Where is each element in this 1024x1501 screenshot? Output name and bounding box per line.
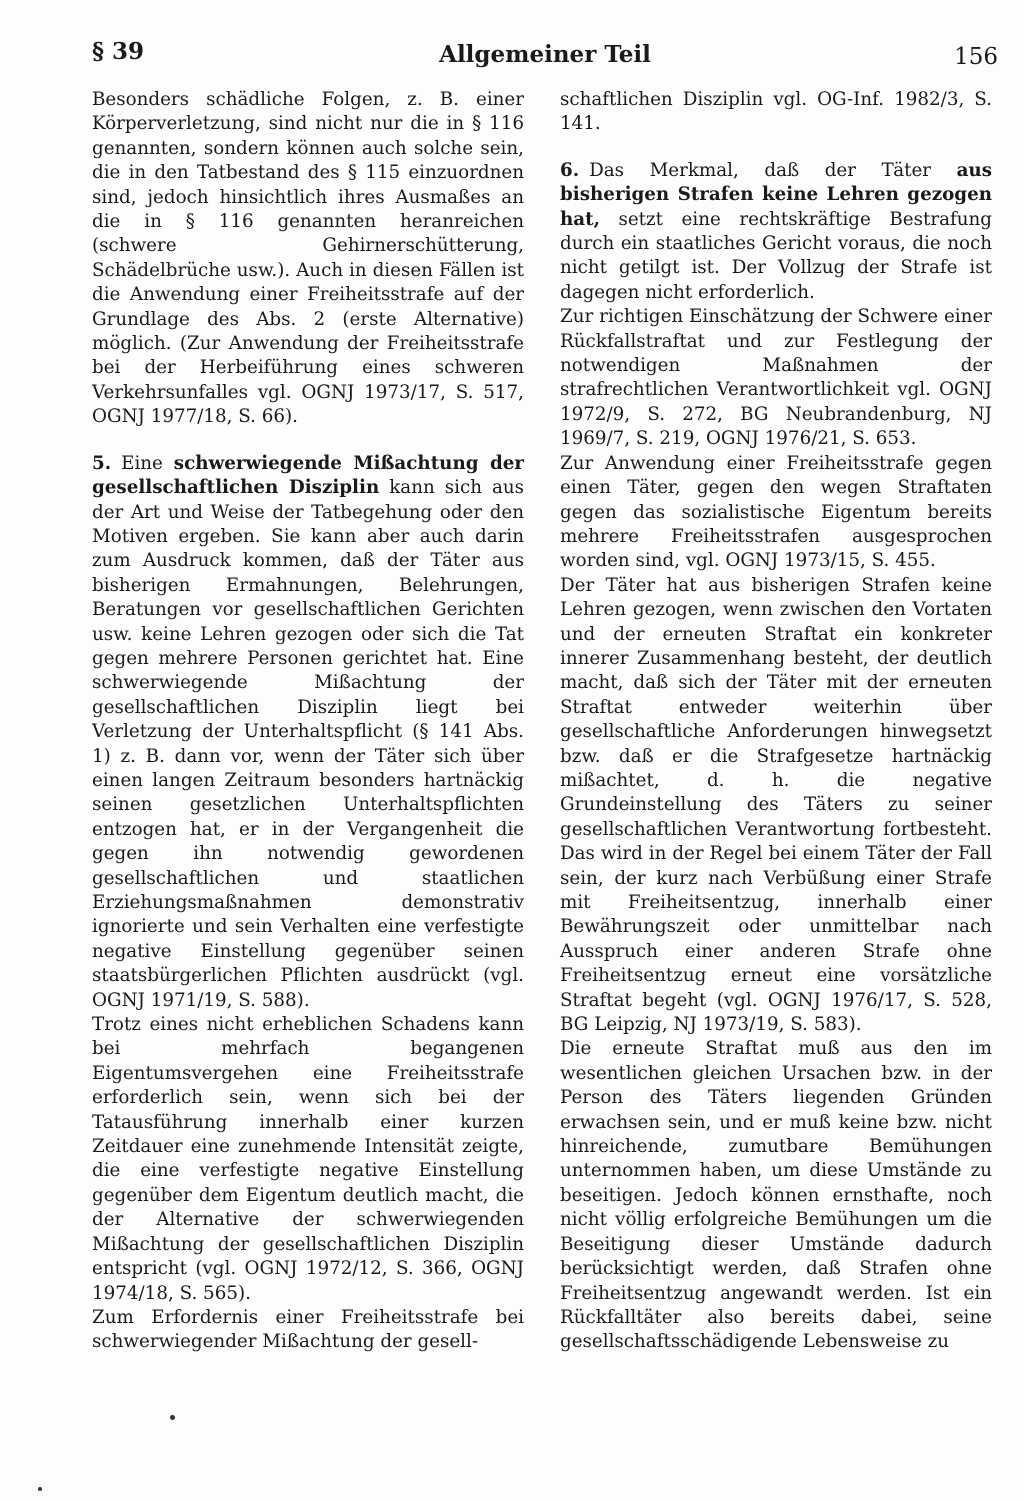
paragraph-numbered: [560, 159, 992, 305]
section-number: § 39: [92, 38, 145, 65]
scan-speck: [38, 1487, 42, 1491]
scan-speck: [170, 1415, 175, 1420]
text-run: Das Merkmal, daß der Täter: [589, 159, 932, 181]
paragraph: Besonders schädliche Folgen, z. B. einer Körperverletzung, sind nicht nur die in § 116 genannten, sondern können auch solche sein, die in den Tatbestand des § 115 einzuordnen sind, jedoch hinsichtlich ihres Ausmaßes an die in § 116 genannten heranreichen (schwere Gehirnerschütterung, Schädelbrüche usw.). Auch in diesen Fällen ist die Anwendung einer Freiheitsstrafe auf der Grundlage des Abs. 2 (erste Alternative) möglich. (Zur Anwendung der Freiheitsstrafe bei der Herbeiführung eines schweren Verkehrsunfalles vgl. OGNJ 1973/17, S. 517, OGNJ 1977/18, S. 66).: [92, 89, 524, 428]
bold-term: schwerwiegende Mißachtung der gesellschaftlichen Disziplin: [92, 452, 524, 499]
paragraph: Zum Erfordernis einer Freiheitsstrafe bei schwerwiegender Mißachtung der gesell-: [92, 1306, 524, 1353]
paragraph-number: 6.: [560, 159, 580, 181]
text-run: Eine: [121, 452, 163, 474]
paragraph: Die erneute Straftat muß aus den im wesentlichen gleichen Ursachen bzw. in der Person des Täters liegenden Gründen erwachsen sein, und er muß keine bzw. nicht hinreichende, zumutbare Bemühungen unternommen haben, um diese Umstände zu beseitigen. Jedoch können ernsthafte, noch nicht völlig erfolgreiche Bemühungen um die Beseitigung dieser Umstände dadurch berücksichtigt werden, daß Strafen ohne Freiheitsentzug angewandt werden. Ist ein Rückfalltäter also bereits dabei, seine gesellschaftsschädigende Lebensweise zu: [560, 1038, 992, 1353]
paragraph-number: 5.: [92, 452, 112, 474]
text-run: kann sich aus der Art und Weise der Tatbegehung oder den Motiven ergeben. Sie kann aber auch darin zum Ausdruck kommen, daß der Täter aus bisherigen Ermahnungen, Belehrungen, Beratungen vor gesellschaftlichen Gerichten usw. keine Lehren gezogen oder sich die Tat gegen mehrere Personen gerichtet hat. Eine schwerwiegende Mißachtung der gesellschaftlichen Disziplin liegt bei Verletzung der Unterhaltspflicht (§ 141 Abs. 1) z. B. dann vor, wenn der Täter sich über einen langen Zeitraum besonders hartnäckig seinen gesetzlichen Unterhaltspflichten entzogen hat, er in der Vergangenheit die gegen ihn notwendig gewordenen gesellschaftlichen und staatlichen Erziehungsmaßnahmen demonstrativ ignorierte und sein Verhalten eine verfestigte negative Einstellung gegenüber seinen staatsbürgerlichen Pflichten ausdrückt (vgl. OGNJ 1971/19, S. 588).: [92, 477, 525, 1011]
paragraph: Der Täter hat aus bisherigen Strafen keine Lehren gezogen, wenn zwischen den Vortaten und der erneuten Straftat ein konkreter innerer Zusammenhang besteht, der deutlich macht, daß sich der Täter mit der erneuten Straftat entweder weiterhin über gesellschaftliche Anforderungen hinwegsetzt bzw. daß er die Strafgesetze hartnäckig mißachtet, d. h. die negative Grundeinstellung des Täters zu seiner gesellschaftlichen Verantwortung fortbesteht. Das wird in der Regel bei einem Täter der Fall sein, der kurz nach Verbüßung einer Strafe mit Freiheitsentzug, innerhalb einer Bewährungszeit oder unmittelbar nach Ausspruch einer anderen Strafe ohne Freiheitsentzug erneut eine vorsätzliche Straftat begeht (vgl. OGNJ 1976/17, S. 528, BG Leipzig, NJ 1973/19, S. 583).: [560, 574, 992, 1036]
right-column: [560, 88, 992, 1355]
bold-term: aus bisherigen Strafen keine Lehren gezogen hat,: [560, 159, 992, 230]
page-number: 156: [954, 44, 998, 70]
page-header: [92, 38, 998, 78]
text-run: setzt eine rechtskräftige Bestrafung durch ein staatliches Gericht voraus, die noch nicht getilgt ist. Der Vollzug der Strafe ist dagegen nicht erforderlich.: [560, 208, 992, 303]
left-column: [92, 88, 524, 1355]
paragraph: Trotz eines nicht erheblichen Schadens kann bei mehrfach begangenen Eigentumsvergehen eine Freiheitsstrafe erforderlich sein, wenn sich bei der Tatausführung innerhalb einer kurzen Zeitdauer eine zunehmende Intensität zeigte, die eine verfestigte negative Einstellung gegenüber dem Eigentum deutlich macht, die der Alternative der schwerwiegenden Mißachtung der gesellschaftlichen Disziplin entspricht (vgl. OGNJ 1972/12, S. 366, OGNJ 1974/18, S. 565).: [92, 1014, 524, 1304]
paragraph: schaftlichen Disziplin vgl. OG-Inf. 1982/3, S. 141.: [560, 89, 992, 135]
paragraph: Zur Anwendung einer Freiheitsstrafe gegen einen Täter, gegen den wegen Straftaten gegen das sozialistische Eigentum bereits mehrere Freiheitsstrafen ausgesprochen worden sind, vgl. OGNJ 1973/15, S. 455.: [560, 452, 992, 572]
paragraph-numbered: [92, 452, 524, 1013]
paragraph: Zur richtigen Einschätzung der Schwere einer Rückfallstraftat und zur Festlegung der notwendigen Maßnahmen der strafrechtlichen Verantwortlichkeit vgl. OGNJ 1972/9, S. 272, BG Neubrandenburg, NJ 1969/7, S. 219, OGNJ 1976/21, S. 653.: [560, 306, 992, 450]
running-title: Allgemeiner Teil: [439, 41, 651, 68]
